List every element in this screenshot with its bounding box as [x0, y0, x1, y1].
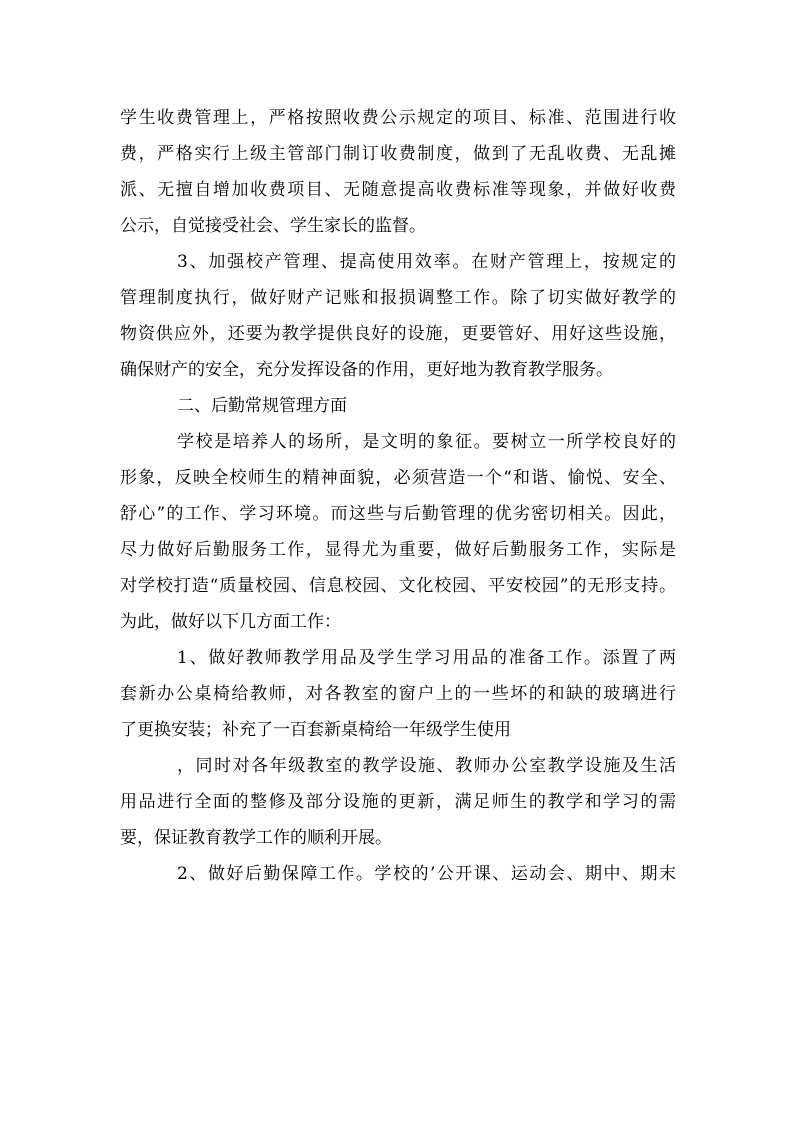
text-line: 要，保证教育教学工作的顺利开展。: [120, 828, 392, 848]
document-body: [120, 100, 676, 892]
text-line: 费，严格实行上级主管部门制订收费制度，做到了无乱收费、无乱摊: [120, 144, 676, 164]
text-line: 3、加强校产管理、提高使用效率。在财产管理上，按规定的: [177, 252, 676, 272]
text-line: ，同时对各年级教室的教学设施、教师办公室教学设施及生活: [177, 756, 676, 776]
text-line: 学生收费管理上，严格按照收费公示规定的项目、标准、范围进行收: [120, 108, 676, 128]
text-line: 形象，反映全校师生的精神面貌，必须营造一个“和谐、愉悦、安全、: [120, 468, 676, 488]
text-line: 公示，自觉接受社会、学生家长的监督。: [120, 216, 426, 236]
text-line: 套新办公桌椅给教师，对各教室的窗户上的一些坏的和缺的玻璃进行: [120, 684, 676, 704]
text-line: 为此，做好以下几方面工作：: [120, 612, 341, 632]
section-heading: 二、后勤常规管理方面: [177, 396, 347, 416]
text-line: 用品进行全面的整修及部分设施的更新，满足师生的教学和学习的需: [120, 792, 676, 812]
text-line: 对学校打造“质量校园、信息校园、文化校园、平安校园”的无形支持。: [120, 576, 676, 596]
text-line: 管理制度执行，做好财产记账和报损调整工作。除了切实做好教学的: [120, 288, 676, 308]
text-line: 2、做好后勤保障工作。学校的’公开课、运动会、期中、期末: [177, 864, 676, 884]
text-line: 确保财产的安全，充分发挥设备的作用，更好地为教育教学服务。: [120, 360, 613, 380]
text-line: 尽力做好后勤服务工作，显得尤为重要，做好后勤服务工作，实际是: [120, 540, 676, 560]
text-line: 舒心”的工作、学习环境。而这些与后勤管理的优劣密切相关。因此，: [120, 504, 676, 524]
text-line: 学校是培养人的场所，是文明的象征。要树立一所学校良好的: [177, 432, 676, 452]
text-line: 1、做好教师教学用品及学生学习用品的准备工作。添置了两: [177, 648, 676, 668]
text-line: 物资供应外，还要为教学提供良好的设施，更要管好、用好这些设施，: [120, 324, 676, 344]
text-line: 派、无擅自增加收费项目、无随意提高收费标准等现象，并做好收费: [120, 180, 676, 200]
text-line: 了更换安装；补充了一百套新桌椅给一年级学生使用: [120, 720, 511, 740]
